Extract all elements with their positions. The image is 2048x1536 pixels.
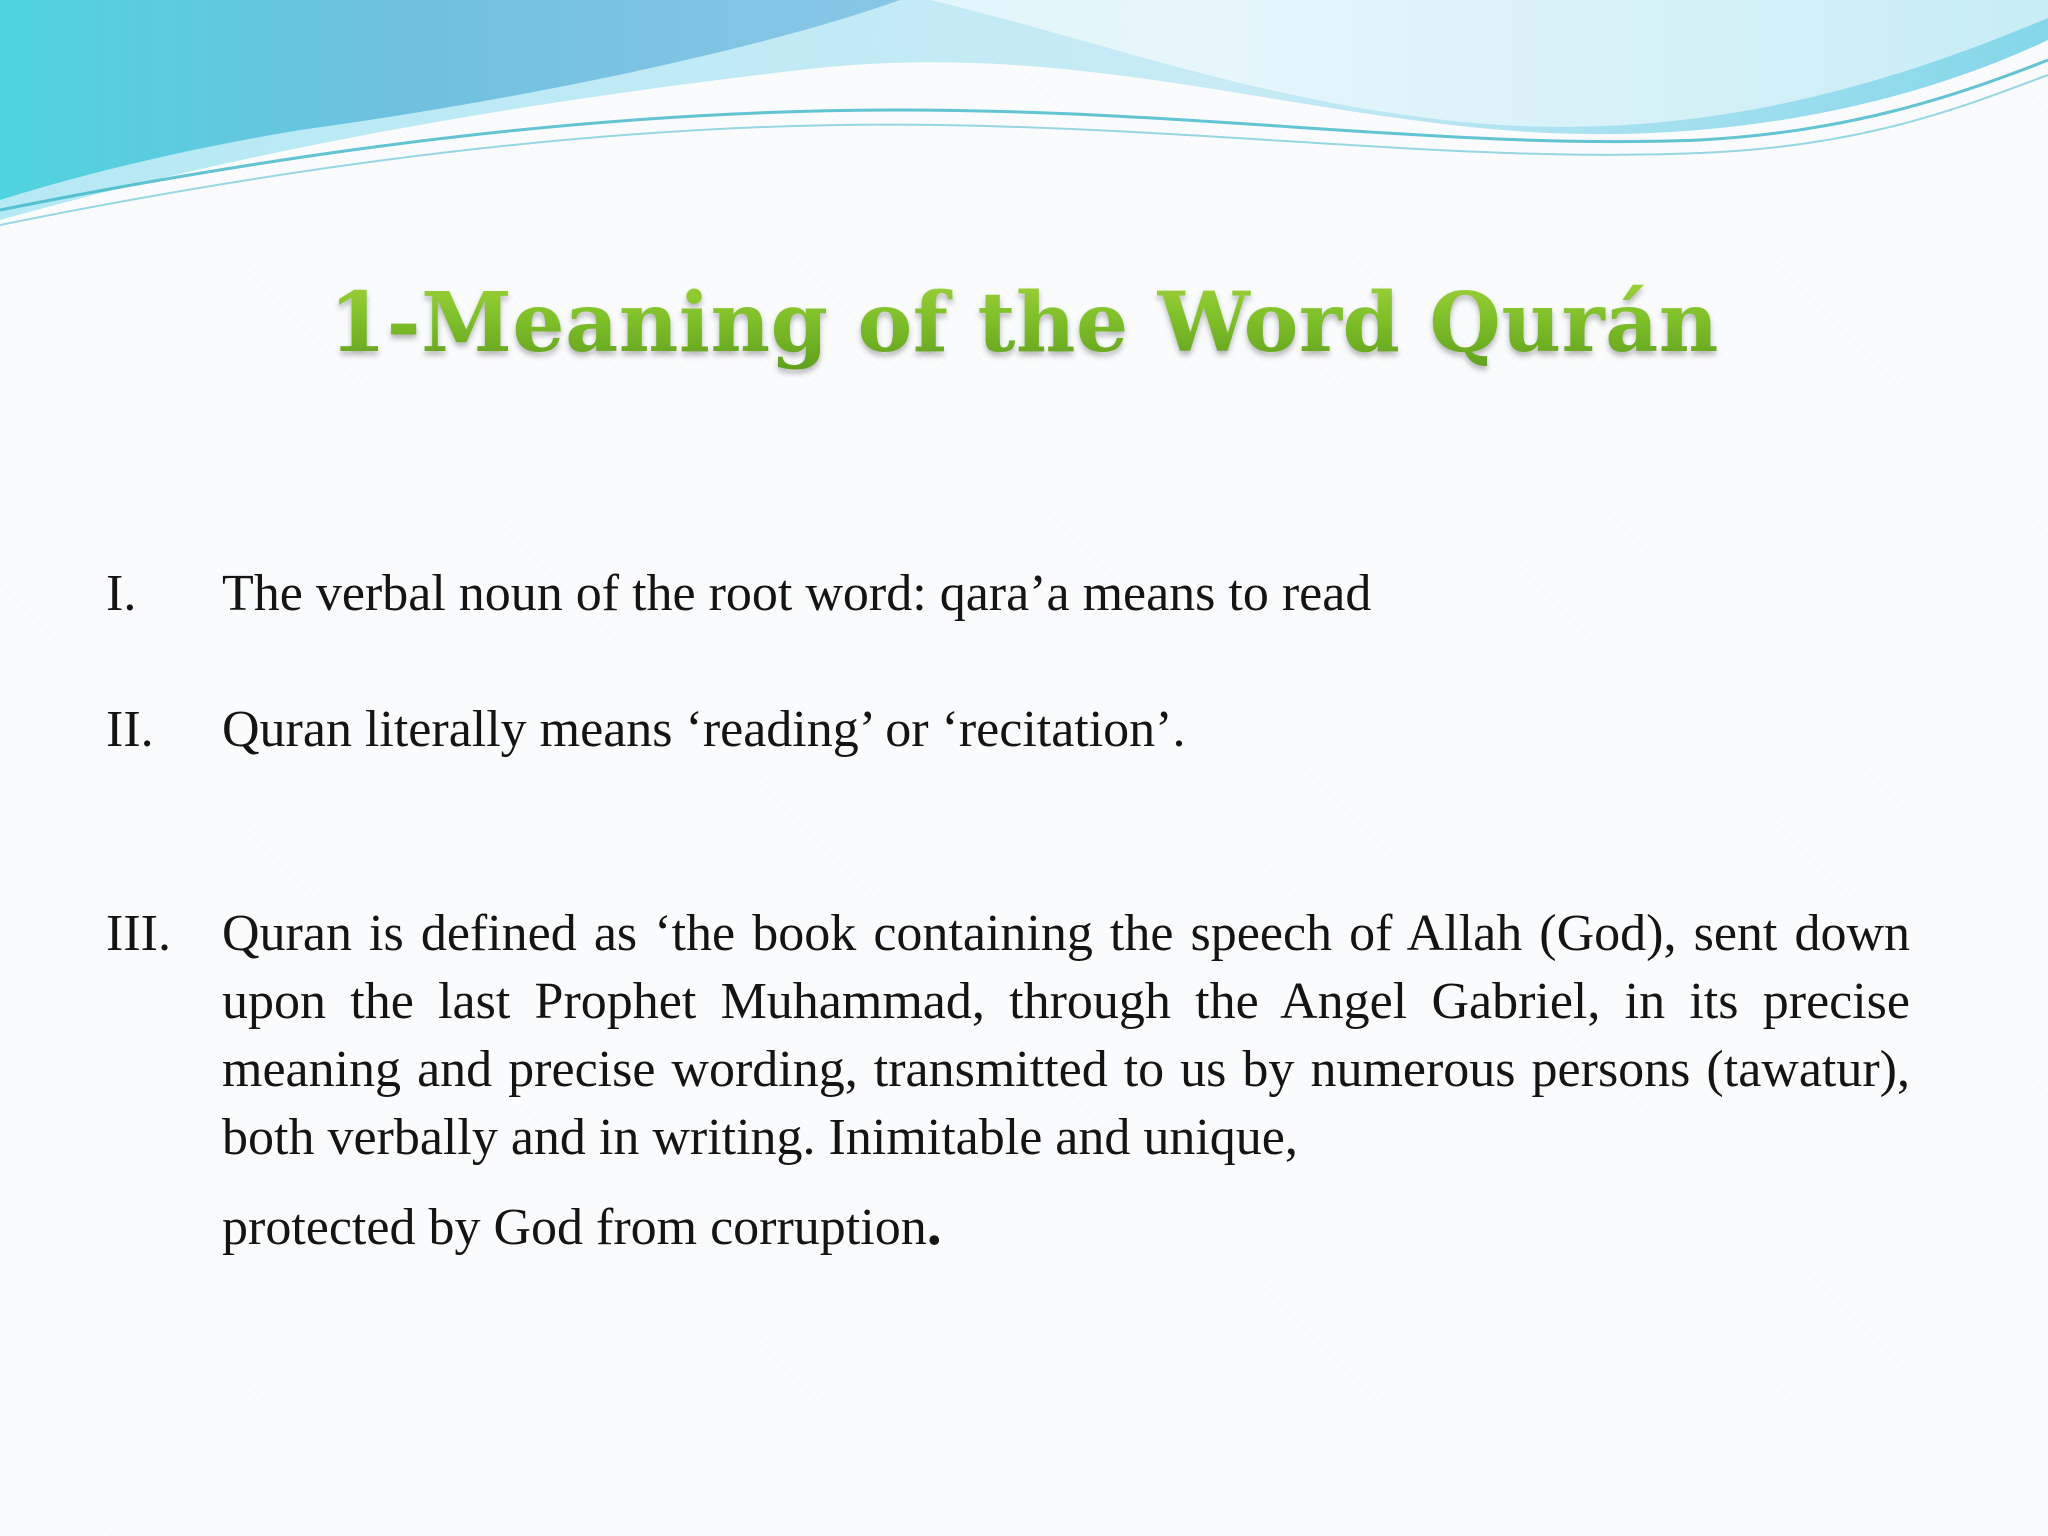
header-wave-decoration: [0, 0, 2048, 240]
list-item: [106, 696, 1906, 764]
list-item-text: The verbal noun of the root word: qara’a means to read: [222, 565, 1372, 622]
list-item-last-line: [222, 1190, 1910, 1262]
list-numeral: II.: [106, 701, 154, 758]
last-line-text: protected by God from corruption: [222, 1199, 927, 1256]
list-item-text: Quran literally means ‘reading’ or ‘recitation’.: [222, 701, 1186, 758]
end-period: .: [926, 1191, 942, 1257]
list-item-text: Quran is defined as ‘the book containing the speech of Allah (God), sent down upon the last Prophet Muhammad, through the Angel Gabriel, in its precise meaning and precise wording, transmitted to us by numerous persons (tawatur), both verbally and in writing. Inimitable and unique,: [222, 905, 1910, 1166]
list-numeral: I.: [106, 565, 137, 622]
list-numeral: III.: [106, 905, 171, 962]
list-item: [106, 560, 1906, 628]
list-item-text-block: [222, 900, 1910, 1262]
slide-title: 1-Meaning of the Word Qurán: [0, 268, 2048, 378]
list-item: [106, 900, 1910, 1262]
